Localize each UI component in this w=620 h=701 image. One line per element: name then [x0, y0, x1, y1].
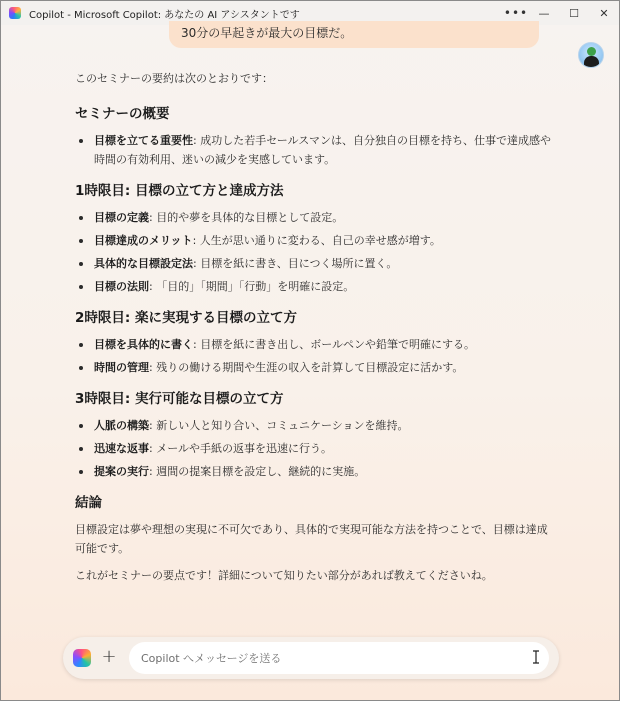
list-item — [75, 277, 555, 296]
period-3-list — [75, 416, 555, 481]
list-item — [75, 335, 555, 354]
item-text: : 新しい人と知り合い、コミュニケーションを維持。 — [149, 419, 409, 432]
item-text: : 残りの働ける期間や生涯の収入を計算して目標設定に活かす。 — [149, 361, 464, 374]
minimize-button[interactable]: — — [538, 6, 550, 20]
item-label: 目標の法則 — [94, 280, 149, 293]
item-label: 目標達成のメリット — [94, 234, 193, 247]
list-item — [75, 208, 555, 227]
item-text: : 目標を紙に書き出し、ボールペンや鉛筆で明確にする。 — [193, 338, 475, 351]
item-text: : 目的や夢を具体的な目標として設定。 — [149, 211, 344, 224]
list-item — [75, 231, 555, 250]
more-options-button[interactable]: ••• — [503, 6, 529, 20]
item-text: : 週間の提案目標を設定し、継続的に実施。 — [149, 465, 366, 478]
section-heading-conclusion: 結論 — [75, 495, 102, 511]
section-heading-period-3: 3時限目: 実行可能な目標の立て方 — [75, 391, 284, 407]
close-button[interactable]: ✕ — [599, 6, 609, 20]
item-text: : メールや手紙の返事を迅速に行う。 — [149, 442, 332, 455]
add-attachment-button[interactable]: + — [101, 646, 117, 667]
item-label: 目標を具体的に書く — [94, 338, 193, 351]
section-heading-overview: セミナーの概要 — [75, 106, 170, 122]
user-message-text: 30分の早起きが最大の目標だ。 — [181, 26, 353, 40]
conclusion-text: 目標設定は夢や理想の実現に不可欠であり、具体的で実現可能な方法を持つことで、目標は達成可能です。 — [75, 523, 548, 555]
copilot-app-icon — [9, 7, 21, 19]
list-item — [75, 254, 555, 273]
item-label: 提案の実行 — [94, 465, 149, 478]
list-item — [75, 416, 555, 435]
item-label: 時間の管理 — [94, 361, 149, 374]
list-item — [75, 462, 555, 481]
response-intro: このセミナーの要約は次のとおりです： — [75, 72, 273, 85]
window-title: Copilot - Microsoft Copilot: あなたの AI アシスタントです — [29, 9, 300, 21]
text-cursor-icon — [532, 650, 540, 664]
maximize-button[interactable]: ☐ — [569, 6, 579, 20]
item-text: : 人生が思い通りに変わる、自己の幸せ感が増す。 — [192, 234, 441, 247]
copilot-logo-icon[interactable] — [73, 649, 91, 667]
item-text: : 「目的」「期間」「行動」を明確に設定。 — [149, 280, 355, 293]
item-text: : 成功した若手セールスマンは、自分独自の目標を持ち、仕事で達成感や時間の有効利用、迷いの減少を実感しています。 — [94, 134, 551, 166]
item-text: : 目標を紙に書き、目につく場所に置く。 — [193, 257, 398, 270]
message-input-wrapper[interactable] — [129, 642, 549, 674]
item-label: 具体的な目標設定法 — [94, 257, 193, 270]
period-2-list — [75, 335, 555, 377]
section-heading-period-1: 1時限目: 目標の立て方と達成方法 — [75, 183, 284, 199]
item-label: 迅速な返事 — [94, 442, 149, 455]
user-avatar-icon[interactable] — [578, 42, 604, 68]
period-1-list — [75, 208, 555, 296]
item-label: 目標の定義 — [94, 211, 149, 224]
list-item — [75, 358, 555, 377]
section-heading-period-2: 2時限目: 楽に実現する目標の立て方 — [75, 310, 297, 326]
list-item — [75, 439, 555, 458]
assistant-response — [75, 67, 555, 585]
closing-text: これがセミナーの要点です！詳細について知りたい部分があれば教えてくださいね。 — [75, 569, 493, 582]
message-input[interactable] — [129, 652, 549, 665]
item-label: 人脈の構築 — [94, 419, 149, 432]
message-composer — [63, 637, 559, 679]
user-message-bubble — [169, 21, 539, 48]
list-item — [75, 131, 555, 169]
overview-list — [75, 131, 555, 169]
item-label: 目標を立てる重要性 — [94, 134, 193, 147]
